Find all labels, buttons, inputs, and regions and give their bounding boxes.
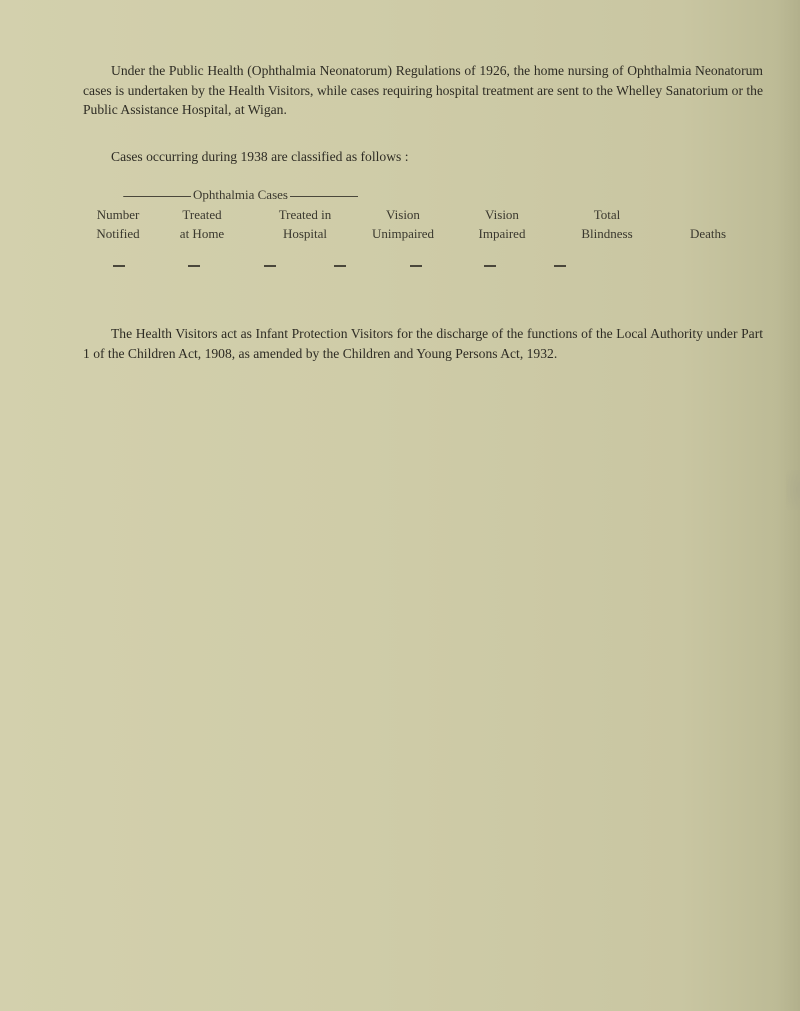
paragraph-infant-protection <box>83 324 763 363</box>
column-header-line1: Treated <box>182 207 222 222</box>
column-header-line1: Vision <box>485 207 519 222</box>
column-header-line2: Deaths <box>689 226 727 241</box>
paragraph-ophthalmia-regulations <box>83 61 763 120</box>
column-vision-impaired <box>461 205 543 243</box>
column-header-line2: at Home <box>179 226 225 241</box>
column-header-line2: Hospital <box>282 226 328 241</box>
column-header-line1: Vision <box>386 207 420 222</box>
value-treated-at-home-nil <box>188 265 200 267</box>
column-number-notified <box>83 205 153 243</box>
bracket-line-left <box>123 196 191 197</box>
group-header-label: Ophthalmia Cases <box>193 187 288 202</box>
column-header-line2: Unimpaired <box>371 226 435 241</box>
ophthalmia-cases-table <box>83 186 763 276</box>
bracket-line-right <box>290 196 358 197</box>
column-treated-in-hospital <box>263 205 347 243</box>
column-header-line1: Number <box>96 207 140 222</box>
column-treated-at-home <box>163 205 241 243</box>
value-deaths-nil <box>554 265 566 267</box>
column-header-line2: Impaired <box>478 226 526 241</box>
value-treated-in-hospital-nil <box>264 265 276 267</box>
paragraph-1-text: Under the Public Health (Ophthalmia Neonatorum) Regulations of 1926, the home nursing of Ophthalmia Neonatorum cases is undertaken by the Health Visitors, while cases requiring hospital treatment are sent to the Whelley Sanatorium or the Public Assistance Hospital, at Wigan. <box>83 63 763 117</box>
group-header-ophthalmia-cases <box>123 186 358 204</box>
column-total-blindness <box>563 205 651 243</box>
column-header-line2: Blindness <box>581 226 633 241</box>
column-header-line1: Total <box>593 207 621 222</box>
value-vision-unimpaired-nil <box>334 265 346 267</box>
column-deaths <box>673 205 743 243</box>
value-number-notified-nil <box>113 265 125 267</box>
column-header-line1: Treated in <box>278 207 332 222</box>
classification-intro: Cases occurring during 1938 are classified as follows : <box>111 149 409 164</box>
paragraph-2-text: The Health Visitors act as Infant Protection Visitors for the discharge of the functions of the Local Authority under Part 1 of the Children Act, 1908, as amended by the Children and Young Persons Act, 1932. <box>83 326 763 361</box>
page-smudge <box>786 470 800 510</box>
value-total-blindness-nil <box>484 265 496 267</box>
value-vision-impaired-nil <box>410 265 422 267</box>
column-vision-unimpaired <box>353 205 453 243</box>
column-header-line2: Notified <box>96 226 140 241</box>
column-header-line1 <box>673 205 743 224</box>
